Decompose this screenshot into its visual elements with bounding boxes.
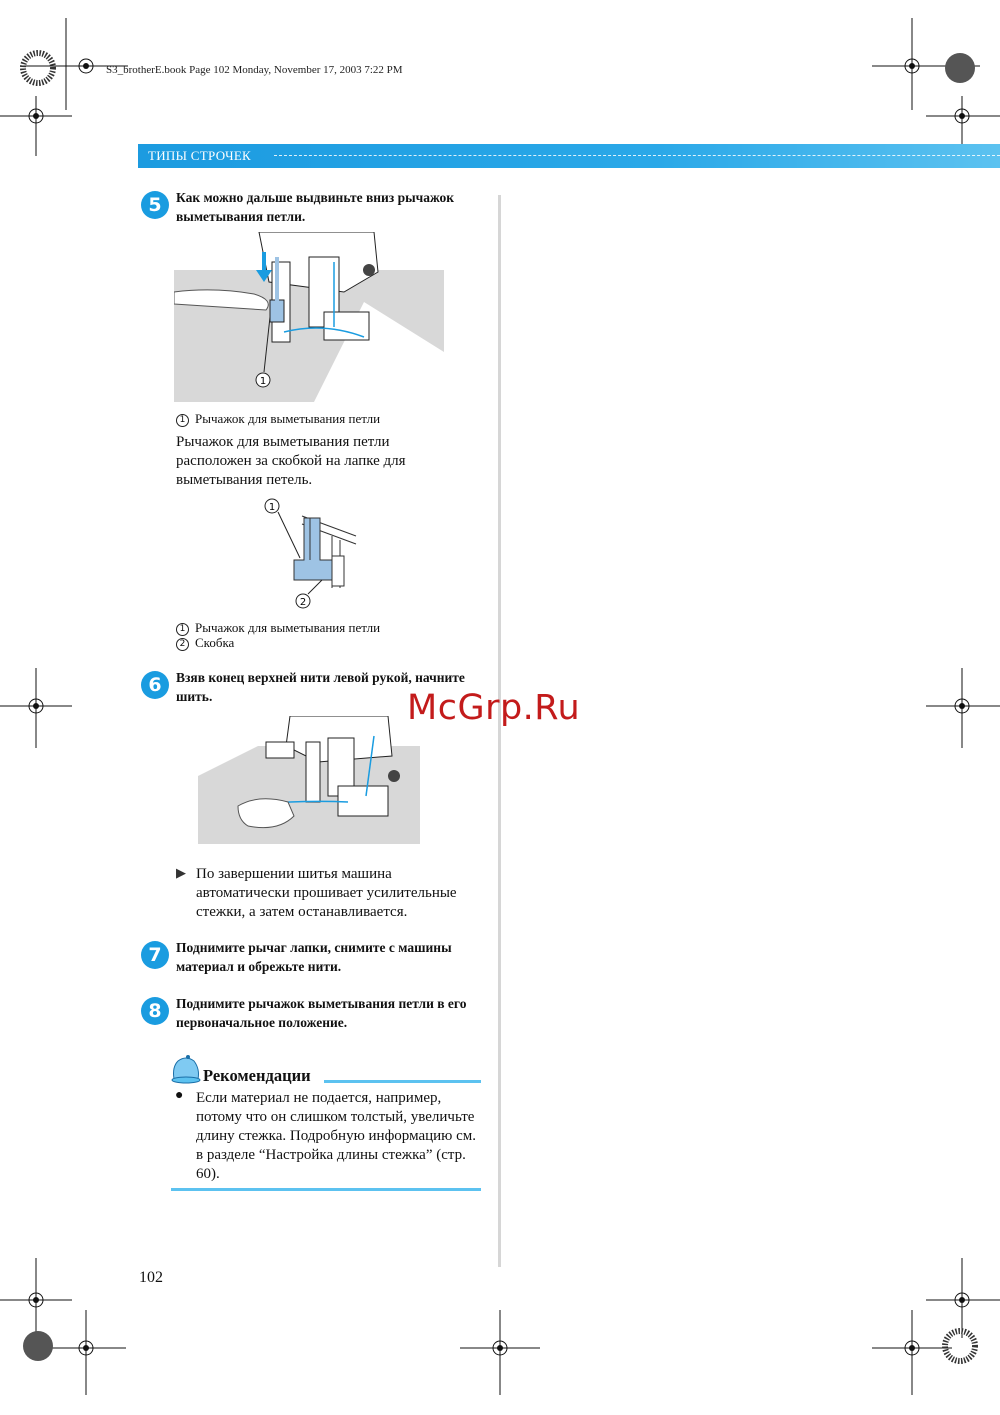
figure-lever-bracket-illustration bbox=[262, 496, 358, 612]
tips-title-rule bbox=[324, 1080, 481, 1083]
lever-location-note: Рычажок для выметывания петли расположен за скобкой на лапке для выметывания петель. bbox=[176, 434, 406, 488]
figure2-legend-1 bbox=[176, 620, 380, 636]
tips-text: Если материал не подается, например, потому что он слишком толстый, увеличьте длину стежка. Подробную информацию см. в разделе “Настройка длины стежка” (стр. 60). bbox=[196, 1090, 477, 1182]
figure1-legend-1-text: Рычажок для выметывания петли bbox=[195, 411, 381, 426]
figure-start-sewing-illustration bbox=[198, 716, 422, 846]
section-dashes bbox=[274, 155, 1000, 156]
result-arrow-icon: ▶ bbox=[176, 865, 186, 880]
figure2-legend-1-text: Рычажок для выметывания петли bbox=[195, 620, 381, 635]
step-5-text: Как можно дальше выдвиньте вниз рычажок выметывания петли. bbox=[176, 190, 454, 224]
book-info-line: S3_brotherE.book Page 102 Monday, November 17, 2003 7:22 PM bbox=[106, 64, 403, 76]
tips-bell-icon bbox=[168, 1053, 202, 1085]
column-divider bbox=[498, 195, 501, 1267]
section-header-bar bbox=[138, 144, 1000, 168]
step-5-number: 5 bbox=[141, 191, 169, 219]
figure1-legend-1 bbox=[176, 411, 380, 427]
figure2-legend-2-text: Скобка bbox=[195, 635, 235, 650]
figure2-callout-1: 1 bbox=[268, 502, 276, 513]
tips-title: Рекомендации bbox=[203, 1066, 311, 1085]
figure1-legend-1-mark: 1 bbox=[176, 414, 189, 427]
result-text: По завершении шитья машина автоматически прошивает усилительные стежки, а затем останавливается. bbox=[196, 866, 457, 920]
figure2-legend-2-mark: 2 bbox=[176, 638, 189, 651]
figure2-callout-2: 2 bbox=[299, 597, 307, 608]
page-number: 102 bbox=[139, 1269, 163, 1286]
step-7-number: 7 bbox=[141, 941, 169, 969]
section-title: ТИПЫ СТРОЧЕК bbox=[148, 148, 252, 163]
tips-bottom-rule bbox=[171, 1188, 481, 1191]
step-8-text: Поднимите рычажок выметывания петли в его первоначальное положение. bbox=[176, 996, 467, 1030]
step-6-text: Взяв конец верхней нити левой рукой, начните шить. bbox=[176, 670, 465, 704]
step-8-number: 8 bbox=[141, 997, 169, 1025]
tips-bullet-icon: ● bbox=[175, 1088, 184, 1103]
figure2-legend-2 bbox=[176, 635, 234, 651]
watermark: McGrp.Ru bbox=[407, 688, 581, 728]
figure2-legend-1-mark: 1 bbox=[176, 623, 189, 636]
step-7-text: Поднимите рычаг лапки, снимите с машины материал и обрежьте нити. bbox=[176, 940, 452, 974]
figure-lever-down-illustration bbox=[174, 232, 446, 402]
step-6-number: 6 bbox=[141, 671, 169, 699]
figure1-callout-1: 1 bbox=[259, 376, 267, 387]
